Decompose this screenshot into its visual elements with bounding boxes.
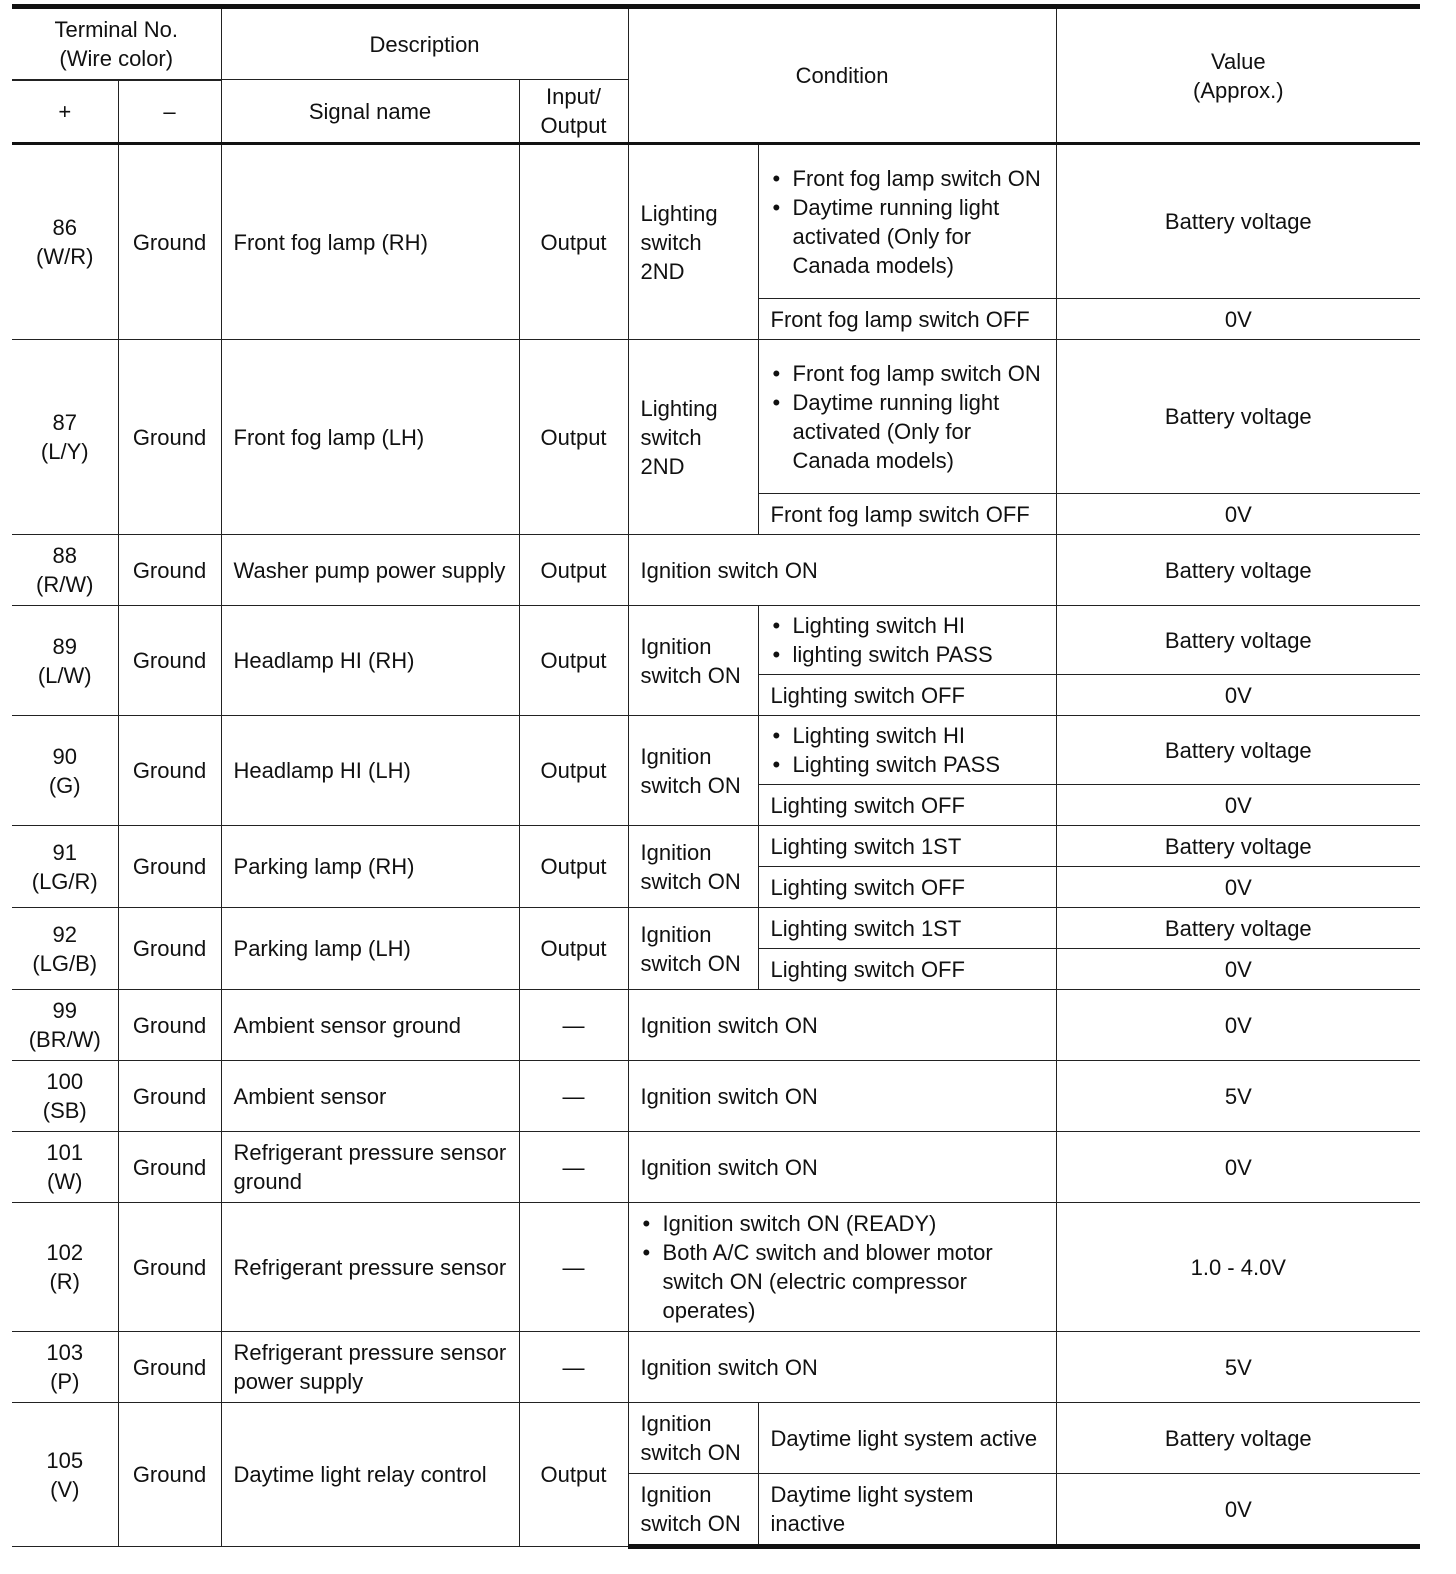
negative-cell: Ground	[118, 1061, 221, 1132]
wire-color: (L/W)	[37, 662, 92, 688]
condition-main-cell: Ignition switch ON	[628, 826, 758, 908]
condition-bullet: • Daytime running light activated (Only for Canada models)	[793, 193, 1044, 280]
io-cell: —	[519, 1332, 628, 1403]
terminal-cell	[12, 1403, 118, 1547]
negative-cell: Ground	[118, 990, 221, 1061]
table-row	[12, 908, 1420, 949]
condition-main-cell: Lighting switch 2ND	[628, 340, 758, 535]
value-cell: 0V	[1056, 867, 1420, 908]
terminal-cell	[12, 606, 118, 716]
condition-list	[771, 164, 1044, 280]
condition-cell: Ignition switch ON	[628, 1061, 1056, 1132]
io-cell: Output	[519, 1403, 628, 1547]
condition-main-cell: Lighting switch 2ND	[628, 144, 758, 340]
value-cell: Battery voltage	[1056, 144, 1420, 299]
condition-sub-cell: Daytime light system inactive	[758, 1474, 1056, 1547]
condition-sub-cell: Lighting switch 1ST	[758, 826, 1056, 867]
table-row	[12, 1203, 1420, 1332]
value-cell: Battery voltage	[1056, 716, 1420, 785]
condition-bullet: • Lighting switch HI	[793, 721, 1044, 750]
wire-color: (R/W)	[36, 572, 94, 597]
signal-name-cell: Headlamp HI (LH)	[221, 716, 519, 826]
terminal-number: 100	[46, 1069, 84, 1094]
terminal-cell	[12, 990, 118, 1061]
negative-cell: Ground	[118, 908, 221, 990]
terminal-number: 86	[52, 215, 77, 240]
wire-color: (V)	[50, 1476, 80, 1502]
header-condition-label: Condition	[795, 63, 889, 88]
wire-color: (BR/W)	[28, 1027, 101, 1052]
header-description-label: Description	[369, 31, 480, 57]
terminal-cell	[12, 144, 118, 340]
negative-cell: Ground	[118, 826, 221, 908]
header-output-label: Output	[540, 113, 607, 138]
table-row	[12, 826, 1420, 867]
condition-sub-cell: Front fog lamp switch OFF	[758, 299, 1056, 340]
value-cell: Battery voltage	[1056, 535, 1420, 606]
value-cell: 0V	[1056, 990, 1420, 1061]
io-cell: —	[519, 990, 628, 1061]
value-cell: 0V	[1056, 785, 1420, 826]
condition-list	[771, 611, 1044, 669]
condition-bullet: • Both A/C switch and blower motor switch ON (electric compressor operates)	[663, 1238, 1044, 1325]
condition-list	[771, 721, 1044, 779]
signal-name-cell: Parking lamp (RH)	[221, 826, 519, 908]
condition-sub-cell: Daytime light system active	[758, 1403, 1056, 1474]
wire-color: (W/R)	[36, 244, 94, 269]
condition-sub-cell: Lighting switch OFF	[758, 785, 1056, 826]
header-value-label: Value	[1210, 48, 1266, 74]
condition-sub-cell	[758, 340, 1056, 494]
terminal-cell	[12, 535, 118, 606]
terminal-number: 103	[46, 1340, 84, 1365]
wire-color: (G)	[48, 772, 81, 798]
io-cell: —	[519, 1203, 628, 1332]
negative-cell: Ground	[118, 1403, 221, 1547]
table-row	[12, 990, 1420, 1061]
terminal-number: 105	[46, 1447, 84, 1473]
condition-bullet: • Lighting switch HI	[793, 611, 1044, 640]
table-row	[12, 716, 1420, 785]
condition-main-cell: Ignition switch ON	[628, 606, 758, 716]
condition-sub-cell: Front fog lamp switch OFF	[758, 494, 1056, 535]
table-row	[12, 144, 1420, 299]
negative-cell: Ground	[118, 340, 221, 535]
header-wire-color-label: (Wire color)	[59, 46, 174, 71]
table-row	[12, 1403, 1420, 1474]
wire-color: (W)	[47, 1169, 83, 1194]
header-description	[221, 7, 628, 80]
terminal-number: 101	[46, 1140, 84, 1165]
condition-bullet: • Front fog lamp switch ON	[793, 359, 1044, 388]
condition-main-cell: Ignition switch ON	[628, 908, 758, 990]
io-cell: Output	[519, 826, 628, 908]
header-terminal-label: Terminal No.	[54, 17, 178, 42]
header-signal-name	[221, 80, 519, 144]
io-cell: Output	[519, 908, 628, 990]
condition-sub-cell: Lighting switch OFF	[758, 949, 1056, 990]
header-minus-label: –	[163, 99, 176, 125]
condition-cell: Ignition switch ON	[628, 535, 1056, 606]
value-cell: 1.0 - 4.0V	[1056, 1203, 1420, 1332]
terminal-cell	[12, 826, 118, 908]
table-row	[12, 1332, 1420, 1403]
value-cell: Battery voltage	[1056, 340, 1420, 494]
terminal-cell	[12, 1061, 118, 1132]
signal-name-cell: Parking lamp (LH)	[221, 908, 519, 990]
condition-list	[771, 359, 1044, 475]
terminal-number: 102	[46, 1240, 84, 1265]
condition-bullet: • Ignition switch ON (READY)	[663, 1209, 1044, 1238]
terminal-number: 90	[52, 743, 77, 769]
value-cell: 5V	[1056, 1061, 1420, 1132]
condition-main-cell: Ignition switch ON	[628, 1403, 758, 1474]
condition-cell: Ignition switch ON	[628, 990, 1056, 1061]
terminal-cell	[12, 1132, 118, 1203]
condition-main-cell: Ignition switch ON	[628, 716, 758, 826]
table-row	[12, 535, 1420, 606]
terminal-number: 89	[52, 633, 77, 659]
condition-list	[641, 1209, 1044, 1325]
condition-sub-cell: Lighting switch OFF	[758, 867, 1056, 908]
terminal-cell	[12, 340, 118, 535]
negative-cell: Ground	[118, 716, 221, 826]
header-signal-name-label: Signal name	[308, 98, 432, 124]
wire-color: (LG/B)	[32, 950, 98, 976]
terminal-cell	[12, 908, 118, 990]
wire-color: (R)	[49, 1269, 81, 1294]
value-cell: 0V	[1056, 1474, 1420, 1547]
wire-color: (LG/R)	[31, 868, 98, 894]
condition-bullet: • Lighting switch PASS	[793, 750, 1044, 779]
signal-name-cell: Refrigerant pressure sensor	[221, 1203, 519, 1332]
io-cell: Output	[519, 606, 628, 716]
signal-name-cell: Daytime light relay control	[221, 1403, 519, 1547]
terminal-cell	[12, 716, 118, 826]
signal-name-cell: Headlamp HI (RH)	[221, 606, 519, 716]
header-plus	[12, 81, 118, 144]
header-terminal	[12, 7, 221, 80]
value-cell: 0V	[1056, 1132, 1420, 1203]
negative-cell: Ground	[118, 1332, 221, 1403]
terminal-number: 87	[52, 410, 77, 435]
header-plus-label: +	[58, 99, 72, 125]
condition-bullet: • Front fog lamp switch ON	[793, 164, 1044, 193]
negative-cell: Ground	[118, 1132, 221, 1203]
condition-sub-cell	[758, 606, 1056, 675]
signal-name-cell: Washer pump power supply	[221, 535, 519, 606]
io-cell: —	[519, 1132, 628, 1203]
condition-bullet: • lighting switch PASS	[793, 640, 1044, 669]
value-cell: 0V	[1056, 494, 1420, 535]
condition-main-cell: Ignition switch ON	[628, 1474, 758, 1547]
header-condition	[628, 7, 1056, 144]
condition-bullet: • Daytime running light activated (Only for Canada models)	[793, 388, 1044, 475]
io-cell: Output	[519, 535, 628, 606]
signal-name-cell: Refrigerant pressure sensor ground	[221, 1132, 519, 1203]
table-row	[12, 340, 1420, 494]
header-input-output	[519, 80, 628, 144]
signal-name-cell: Refrigerant pressure sensor power supply	[221, 1332, 519, 1403]
condition-cell: Ignition switch ON	[628, 1332, 1056, 1403]
header-approx-label: (Approx.)	[1193, 77, 1284, 103]
condition-cell: Ignition switch ON	[628, 1132, 1056, 1203]
table-row	[12, 1061, 1420, 1132]
negative-cell: Ground	[118, 606, 221, 716]
value-cell: Battery voltage	[1056, 826, 1420, 867]
signal-name-cell: Ambient sensor	[221, 1061, 519, 1132]
negative-cell: Ground	[118, 535, 221, 606]
condition-sub-cell	[758, 716, 1056, 785]
header-value	[1056, 7, 1420, 144]
negative-cell: Ground	[118, 144, 221, 340]
value-cell: 0V	[1056, 299, 1420, 340]
header-input-label: Input/	[546, 84, 602, 109]
header-row-1	[12, 7, 1420, 80]
terminal-cell	[12, 1203, 118, 1332]
wire-color: (P)	[50, 1369, 80, 1394]
io-cell: Output	[519, 340, 628, 535]
io-cell: —	[519, 1061, 628, 1132]
value-cell: Battery voltage	[1056, 606, 1420, 675]
terminal-cell	[12, 1332, 118, 1403]
value-cell: Battery voltage	[1056, 908, 1420, 949]
table-row	[12, 1132, 1420, 1203]
terminal-spec-table	[12, 4, 1420, 1549]
wire-color: (L/Y)	[40, 439, 89, 464]
signal-name-cell: Ambient sensor ground	[221, 990, 519, 1061]
value-cell: 5V	[1056, 1332, 1420, 1403]
terminal-number: 99	[52, 998, 77, 1023]
wire-color: (SB)	[42, 1098, 87, 1123]
value-cell: 0V	[1056, 675, 1420, 716]
header-minus	[118, 81, 221, 144]
negative-cell: Ground	[118, 1203, 221, 1332]
condition-sub-cell	[758, 144, 1056, 299]
value-cell: 0V	[1056, 949, 1420, 990]
io-cell: Output	[519, 144, 628, 340]
value-cell: Battery voltage	[1056, 1403, 1420, 1474]
condition-sub-cell: Lighting switch OFF	[758, 675, 1056, 716]
signal-name-cell: Front fog lamp (LH)	[221, 340, 519, 535]
io-cell: Output	[519, 716, 628, 826]
table-row	[12, 606, 1420, 675]
terminal-number: 92	[52, 921, 77, 947]
condition-cell	[628, 1203, 1056, 1332]
terminal-number: 88	[52, 543, 77, 568]
terminal-number: 91	[52, 839, 77, 865]
condition-sub-cell: Lighting switch 1ST	[758, 908, 1056, 949]
signal-name-cell: Front fog lamp (RH)	[221, 144, 519, 340]
